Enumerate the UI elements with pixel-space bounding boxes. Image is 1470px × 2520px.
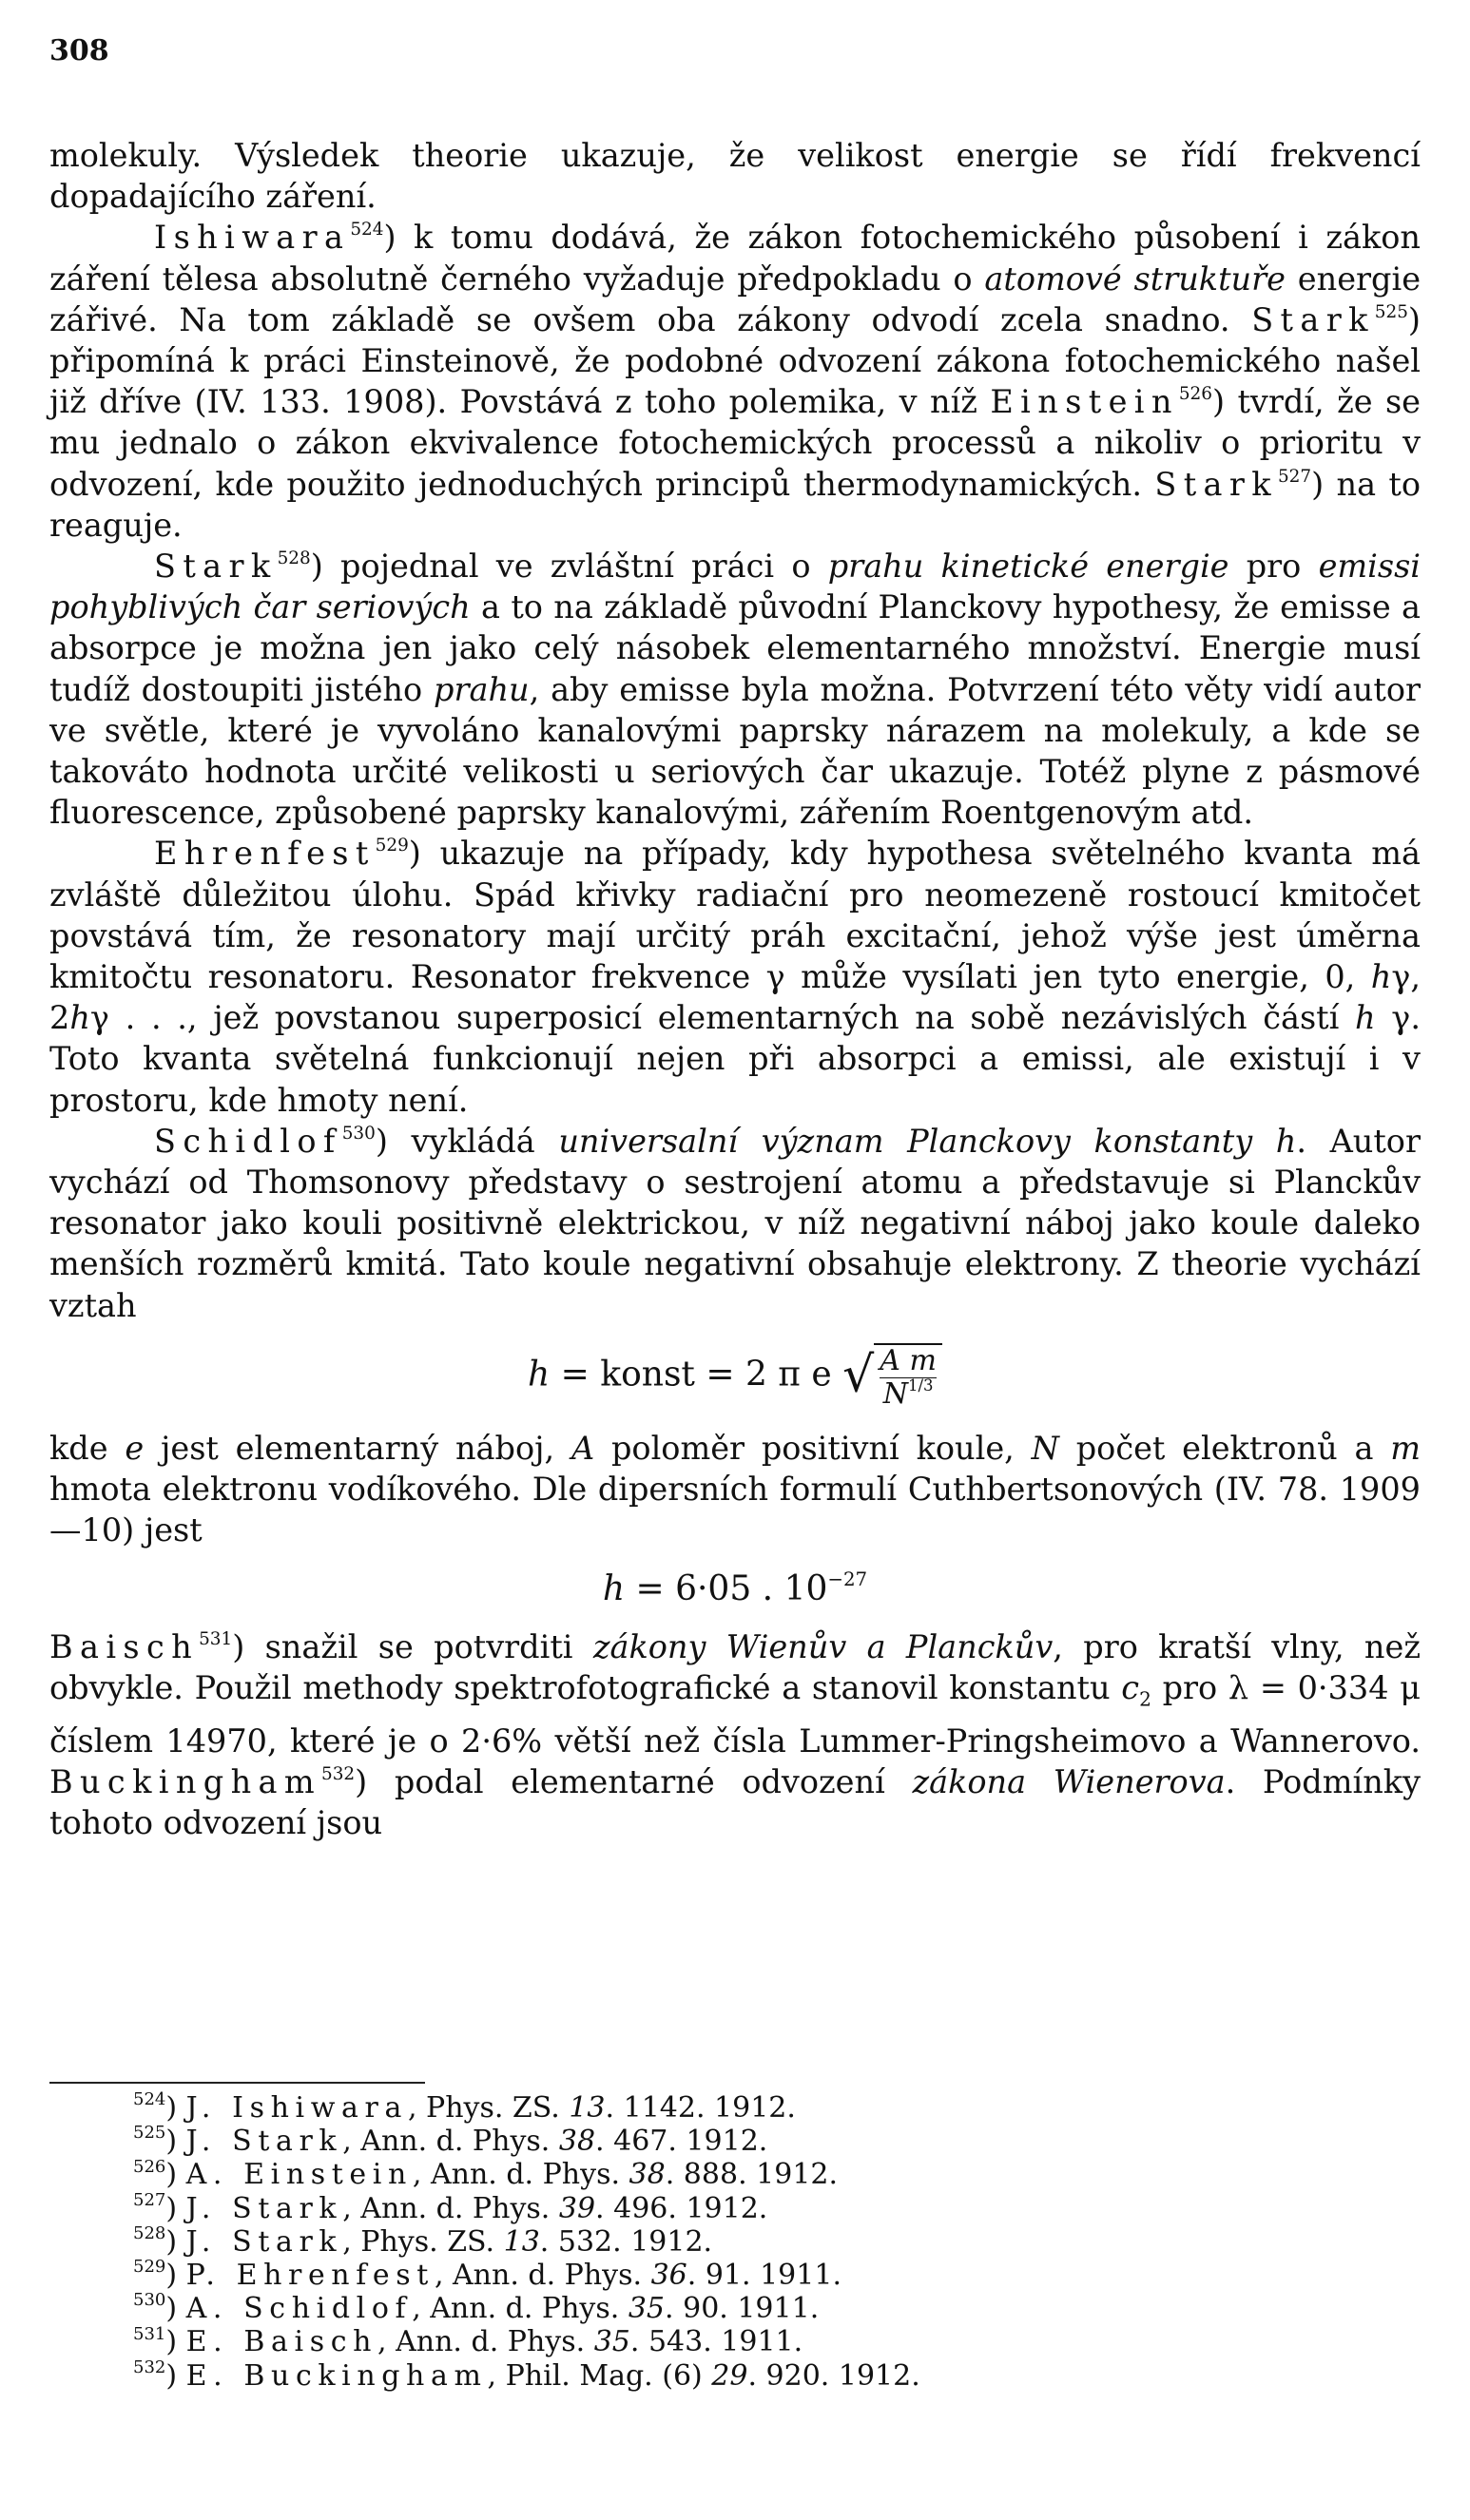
italic-text: prahu (434, 670, 530, 708)
text-run: molekuly. Výsledek theorie ukazuje, že velikost energie se řídí frekvencí dopadajícího záření. (49, 137, 1421, 216)
footnote: $^{526}$) A. Einstein, Ann. d. Phys. 38. 888. 1912. (133, 2156, 839, 2192)
footnote-rest: . 920. 1912. (747, 2358, 920, 2393)
text-run: , aby emisse byla možna. Potvrzení této věty vidí autor ve světle, které je vyvoláno kanalovými paprsky nárazem na molekuly, a kde se takováto hodnota určité velikosti u seriových čar ukazuje. Totéž plyne z pásmové fluorescence, způsobené paprsky kanalovými, zářením Roentgenovým atd. (49, 670, 1421, 832)
footnote-volume: 38 (629, 2158, 666, 2192)
footnote-source: , Ann. d. Phys. (342, 2191, 559, 2225)
footnote-volume: 29 (711, 2358, 748, 2393)
sqrt-icon: √ (842, 1346, 875, 1404)
italic-text: h (69, 999, 90, 1037)
text-run: ) na to reaguje. (49, 465, 1422, 544)
text-run: energie zářivé. Na tom základě se ovšem oba zákony odvodí zcela snadno. (49, 260, 1422, 338)
page-number: 308 (49, 34, 109, 67)
text-run: hmota elektronu vodíkového. Dle dipersních formulí Cuthbertsonových (IV. 78. 1909—10) jest (49, 1471, 1421, 1549)
italic-text: emissi pohyblivých čar seriových (49, 548, 1421, 626)
author-name: Stark (1251, 300, 1375, 338)
text-run: , pro kratší vlny, než obvykle. Použil methody spektrofotografické a stanovil konstantu (49, 1627, 1421, 1706)
footnote-ref: 525 (1374, 301, 1408, 322)
text-run: ) snažil se potvrditi (232, 1627, 593, 1665)
italic-text: A (571, 1429, 595, 1467)
text-run: . Autor vychází od Thomsonovy představy o sestrojení atomu a představuje si Planckův resonator jako kouli positivně elektrickou, v níž negativní náboj jako koule daleko menších rozměrů kmitá. Tato koule negativní obsahuje elektrony. Z theorie vychází vztah (49, 1122, 1421, 1324)
text-run: γ . . ., jež povstanou superposicí elementarných na sobě nezávislých částí (89, 999, 1356, 1037)
footnote-number: 530 (133, 2290, 166, 2311)
author-name: Stark (154, 548, 278, 586)
italic-text: universalní význam Planckovy konstanty h (558, 1122, 1297, 1160)
footnote-ref: 532 (321, 1764, 356, 1785)
fraction (874, 1343, 942, 1411)
footnote-source: , Phil. Mag. (6) (487, 2358, 712, 2393)
footnote-rest: . 496. 1912. (595, 2191, 768, 2225)
text-run: . Podmínky tohoto odvození jsou (49, 1763, 1422, 1842)
text-run: poloměr positivní koule, (594, 1429, 1032, 1467)
formula-symbol: N (882, 1376, 908, 1411)
footnote-number: 529 (133, 2257, 166, 2278)
italic-text: N (1031, 1429, 1059, 1467)
footnote-source: , Ann. d. Phys. (377, 2325, 594, 2359)
paragraph-formula-explanation (49, 1428, 1421, 1551)
author-name: Ehrenfest (154, 835, 376, 873)
footnote-number: 526 (133, 2156, 166, 2177)
author-name: Ishiwara (154, 219, 351, 257)
text-run: kde (49, 1429, 126, 1467)
footnote-ref: 530 (341, 1123, 376, 1144)
footnote-ref: 531 (199, 1628, 233, 1649)
footnote-author: E. Baisch (185, 2325, 378, 2359)
footnote-number: 525 (133, 2123, 166, 2144)
footnote-rest: . 90. 1911. (665, 2292, 820, 2326)
footnote: $^{531}$) E. Baisch, Ann. d. Phys. 35. 543. 1911. (133, 2323, 803, 2359)
text-run: ) tvrdí, že se mu jednalo o zákon ekvivalence fotochemických processů a nikoliv o prioritu v odvození, kde použito jednoduchých principů thermodynamických. (49, 383, 1422, 503)
footnote-volume: 13 (569, 2091, 606, 2125)
footnote-ref: 526 (1178, 384, 1212, 405)
formula-symbol: h (602, 1568, 626, 1608)
footnote-volume: 35 (628, 2292, 666, 2326)
text-run: ) pojednal ve zvláštní práci o (310, 548, 828, 586)
italic-text: prahu kinetické energie (827, 548, 1229, 586)
footnote-source: , Ann. d. Phys. (434, 2259, 651, 2293)
fraction-denominator (880, 1378, 937, 1411)
text-run: jest elementarný náboj, (144, 1429, 571, 1467)
footnote-volume: 39 (558, 2191, 596, 2225)
text-run: ) podal elementarné odvození (355, 1763, 913, 1800)
text-run: γ. Toto kvanta světelná funkcionují nejen při absorpci a emissi, ale existují i v prostoru, kde hmoty není. (49, 999, 1421, 1119)
footnote-rest: . 1142. 1912. (605, 2091, 796, 2125)
footnote: $^{524}$) J. Ishiwara, Phys. ZS. 13. 1142. 1912. (133, 2089, 796, 2125)
footnote-number: 531 (133, 2323, 166, 2344)
italic-text: h (1355, 999, 1376, 1037)
footnote-rest: . 888. 1912. (665, 2158, 839, 2192)
footnote-volume: 38 (558, 2125, 596, 2159)
footnote: $^{529}$) P. Ehrenfest, Ann. d. Phys. 36. 91. 1911. (133, 2257, 841, 2293)
author-name: Buckingham (49, 1763, 322, 1800)
footnote: $^{527}$) J. Stark, Ann. d. Phys. 39. 496. 1912. (133, 2189, 768, 2225)
text-run: počet elektronů a (1058, 1429, 1391, 1467)
footnote-source: , Phys. ZS. (407, 2091, 570, 2125)
text-run: ) připomíná k práci Einsteinově, že podobné odvození zákona fotochemického našel již dříve (IV. 133. 1908). Povstává z toho polemika, v níž (49, 300, 1421, 421)
footnote-ref: 528 (277, 548, 311, 569)
footnote-rest: . 467. 1912. (595, 2125, 768, 2159)
subscript: 2 (1139, 1687, 1151, 1711)
paragraph-ehrenfest (49, 833, 1421, 1120)
footnote-author: J. Stark (185, 2191, 343, 2225)
footnote: $^{530}$) A. Schidlof, Ann. d. Phys. 35. 90. 1911. (133, 2290, 820, 2326)
italic-text: c (1121, 1668, 1140, 1706)
paragraph-ishiwara (49, 217, 1421, 546)
text-run: ) vykládá (375, 1122, 559, 1160)
paragraph-1 (49, 135, 1421, 217)
formula-text: = konst = 2 π e (550, 1355, 843, 1395)
italic-text: atomové struktuře (984, 260, 1286, 298)
text-run: pro (1228, 548, 1319, 586)
text-run: pro λ = 0·334 μ číslem 14970, které je o 2·6% větší než čísla Lummer-Pringsheimovo a Wannerovo. (49, 1668, 1421, 1760)
formula-exponent: 1/3 (907, 1376, 934, 1395)
footnote-source: , Phys. ZS. (342, 2224, 504, 2259)
footnote-author: A. Schidlof (185, 2292, 413, 2326)
footnote-number: 524 (133, 2089, 166, 2110)
author-name: Schidlof (154, 1122, 342, 1160)
footnote-volume: 13 (503, 2224, 540, 2259)
footnote-source: , Ann. d. Phys. (412, 2292, 629, 2326)
footnote-divider (49, 2082, 425, 2084)
footnote: $^{532}$) E. Buckingham, Phil. Mag. (6) 29. 920. 1912. (133, 2356, 920, 2393)
footnote-number: 528 (133, 2223, 166, 2244)
footnote-volume: 36 (650, 2259, 687, 2293)
italic-text: m (1390, 1429, 1421, 1467)
text-run: a to na základě původní Planckovy hypothesy, že emisse a absorpce je možna jen jako celý násobek elementarného množství. Energie musí tudíž dostoupiti jistého (49, 588, 1421, 708)
footnote-rest: . 532. 1912. (539, 2224, 713, 2259)
author-name: Baisch (49, 1627, 200, 1665)
formula-symbol: h (528, 1355, 551, 1395)
footnote-rest: . 543. 1911. (629, 2325, 803, 2359)
author-name: Stark (1154, 465, 1278, 503)
italic-text: e (125, 1429, 145, 1467)
footnote-source: , Ann. d. Phys. (412, 2158, 629, 2192)
text-run: γ, 2 (49, 958, 1421, 1037)
footnote-author: P. Ehrenfest (185, 2259, 435, 2293)
text-run: ) ukazuje na případy, kdy hypothesa světelného kvanta má zvláště důležitou úlohu. Spád křivky radiační pro neomezeně rostoucí kmitočet povstává tím, že resonatory mají určitý práh excitační, jehož výše jest úměrna kmitočtu resonatoru. Resonator frekvence γ může vysílati jen tyto energie, 0, (49, 835, 1421, 996)
footnote-author: J. Stark (185, 2224, 343, 2259)
main-text (49, 135, 1421, 1843)
footnote-author: J. Ishiwara (185, 2091, 408, 2125)
italic-text: zákony Wienův a Planckův (592, 1627, 1054, 1665)
footnote-ref: 527 (1277, 466, 1312, 487)
author-name: Einstein (990, 383, 1179, 421)
formula-planck-constant (49, 1343, 1421, 1411)
italic-text: zákona Wienerova (912, 1763, 1226, 1800)
formula-text: = 6·05 . 10 (625, 1568, 828, 1608)
italic-text: h (1370, 958, 1392, 996)
footnote-author: E. Buckingham (185, 2358, 488, 2393)
paragraph-stark (49, 546, 1421, 833)
formula-exponent: −27 (827, 1568, 868, 1590)
footnote-volume: 35 (593, 2325, 630, 2359)
footnote: $^{525}$) J. Stark, Ann. d. Phys. 38. 467. 1912. (133, 2123, 768, 2159)
footnote-ref: 529 (375, 836, 409, 856)
footnote-source: , Ann. d. Phys. (342, 2125, 559, 2159)
footnote-author: A. Einstein (185, 2158, 413, 2192)
footnote-ref: 524 (350, 220, 384, 240)
fraction-numerator: A m (880, 1343, 937, 1377)
text-run: ) k tomu dodává, že zákon fotochemického působení i zákon záření tělesa absolutně černého vyžaduje předpokladu o (49, 219, 1421, 298)
formula-h-value (49, 1568, 1421, 1609)
footnote-author: J. Stark (185, 2125, 343, 2159)
footnotes (133, 2091, 1084, 2393)
paragraph-baisch (49, 1626, 1421, 1844)
footnote-rest: . 91. 1911. (687, 2259, 841, 2293)
footnote-number: 532 (133, 2356, 166, 2377)
footnote: $^{528}$) J. Stark, Phys. ZS. 13. 532. 1912. (133, 2223, 713, 2259)
footnote-number: 527 (133, 2189, 166, 2210)
paragraph-schidlof (49, 1121, 1421, 1326)
